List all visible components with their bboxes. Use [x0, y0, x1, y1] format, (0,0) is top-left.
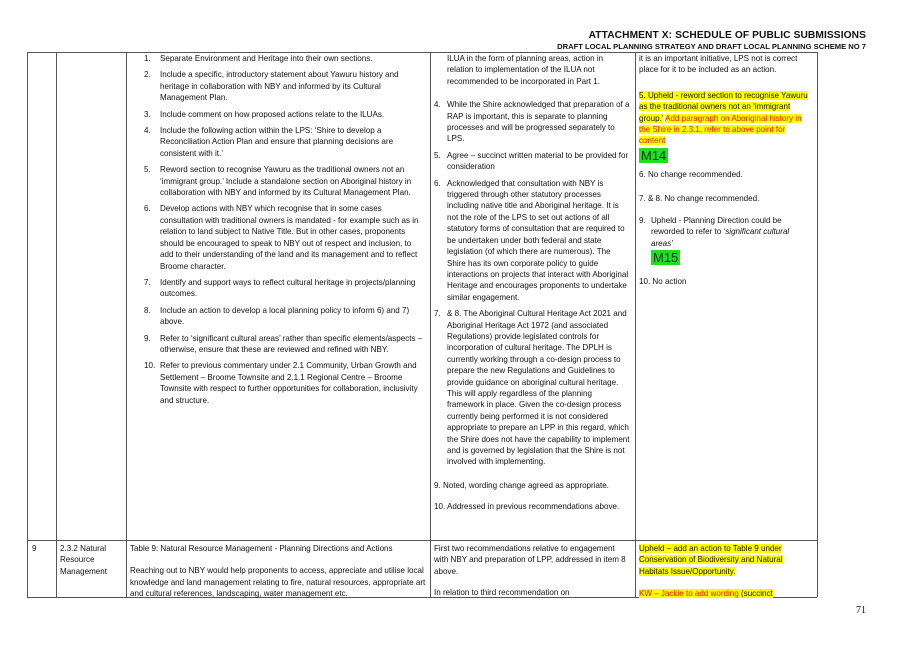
recommendation-cell [639, 543, 813, 600]
badge-m15: M15 [653, 250, 679, 266]
list-item: 2. Include a specific, introductory statement about Yawuru history and heritage in collaboration with NBY and informed by its Cultural Management Plan. [144, 70, 399, 103]
list-item: 1. Separate Environment and Heritage into their own sections. [144, 54, 373, 63]
recommendation-paragraph: 6. No change recommended. [639, 170, 743, 180]
submission-heading: Table 9: Natural Resource Management - Planning Directions and Actions [130, 544, 393, 553]
list-item: 3. Include comment on how proposed actions relate to the ILUAs. [144, 109, 385, 119]
badge-m14: M14 [641, 147, 667, 163]
list-item: 5. Reword section to recognise Yawuru as the traditional owners not an ‘immigrant group.’ Include a standalone section on Aboriginal history in collaboration with NBY and informed by its Cultural Management Plan. [144, 165, 412, 198]
response-cell [434, 543, 631, 599]
table-col-divider-3 [430, 52, 431, 597]
list-item: 7. Identify and support ways to reflect cultural heritage in projects/planning outcomes. [144, 277, 416, 299]
section-name: 2.3.2 Natural Resource Management [60, 544, 107, 576]
red-note: Add paragraph on Aboriginal history in the Shire in 2.3.1, refer to above point for content [639, 113, 802, 146]
table-row-divider [27, 540, 817, 541]
list-item: 6. Acknowledged that consultation with NBY is triggered through other statutory processes including native title and Aboriginal heritage. It is not the role of the LPS to set out actions of all statutory forms of consultation that are required to be undertaken under both federal and state legislation (of which there are numerous). The Shire has its own corporate policy to guide interactions on projects that interact with Aboriginal Heritage and encourages proponents to undertake similar engagement. [434, 178, 629, 302]
table-col-divider-4 [635, 52, 636, 597]
table-col-divider-2 [126, 52, 127, 597]
list-item: 7. & 8. The Aboriginal Cultural Heritage Act 2021 and Aboriginal Heritage Act 1972 (and associated Regulations) provide legislated controls for incorporation of cultural heritage. The DPLH is currently working through a co-design process to prepare the new Regulations and Guidelines to provide guidance on aboriginal cultural heritage. This will apply regardless of the planning framework in place. Given the co-design process currently being performed it is not considered appropriate to prepare an LPP in this regard, which the Shire does not have the capability to implement and is governed by legislation that the Shire is not involved with implementing. [434, 309, 630, 467]
response-paragraph: In relation to third recommendation on [434, 588, 570, 598]
list-item: 8. Include an action to develop a local planning policy to inform 6) and 7) above. [144, 305, 410, 327]
recommendation-paragraph: 9. Upheld - Planning Direction could be reworded to refer to ‘significant cultural areas’ [639, 216, 790, 248]
recommendation-note: KW – Jackie to add wording (succinct [639, 589, 773, 599]
submission-cell [144, 53, 426, 406]
document-subtitle: DRAFT LOCAL PLANNING STRATEGY AND DRAFT LOCAL PLANNING SCHEME NO 7 [557, 42, 866, 51]
response-paragraph: 10. Addressed in previous recommendations above. [434, 502, 620, 512]
response-paragraph: ILUA in the form of planning areas, action in relation to implementation of the ILUA not recommended to be incorporated in Part 1. [447, 54, 604, 86]
page-number: 71 [856, 605, 866, 616]
submission-list [144, 53, 426, 406]
list-item: 6. Develop actions with NBY which recognise that in some cases consultation with traditional owners is mandated - for example such as in relation to land subject to Native Title. But in other cases, proponents should be encouraged to speak to NBY out of respect and inclusion, to add to their understanding of the land and its management and to reflect Broome character. [144, 204, 419, 271]
recommendation-paragraph: 7. & 8. No change recommended. [639, 193, 760, 203]
submission-paragraph: Reaching out to NBY would help proponents to access, appreciate and utilise local knowledge and land management relating to fire, natural resources, appropriate art and cultural references, landscaping, water management etc. [130, 566, 426, 599]
list-item: 5. Agree – succinct written material to be provided for consideration [434, 150, 629, 172]
response-list [434, 99, 631, 468]
row-number: 9 [32, 544, 37, 553]
table-border-left [27, 52, 28, 597]
document-title: ATTACHMENT X: SCHEDULE OF PUBLIC SUBMISSIONS [588, 30, 866, 41]
response-paragraph: 9. Noted, wording change agreed as appropriate. [434, 480, 609, 490]
response-cell [434, 53, 631, 513]
recommendation-upheld: Upheld – add an action to Table 9 under Conservation of Biodiversity and Natural Habitats Issue/Opportunity. [639, 544, 783, 576]
list-item: 10. Refer to previous commentary under 2.1 Community, Urban Growth and Settlement – Broome Townsite and 2.1.1 Regional Centre – Broome Townsite with respect to further opportunities for collaboration, inclusivity and structure. [144, 361, 418, 405]
table-col-divider-1 [56, 52, 57, 597]
recommendation-paragraph: 10. No action [639, 276, 687, 286]
list-item: 9. Refer to ‘significant cultural areas’ rather than specific elements/aspects – otherwise, ensure that these are reviewed and refined with NBY. [144, 333, 423, 354]
list-item: 4. Include the following action within the LPS: ‘Shire to develop a Reconciliation Action Plan and ensure that planning decisions are consistent with it.’ [144, 126, 394, 158]
response-paragraph: First two recommendations relative to engagement with NBY and preparation of LPP, addressed in item 8 above. [434, 544, 626, 576]
recommendation-cell [639, 53, 813, 287]
table-border-right [817, 52, 818, 597]
list-item: 4. While the Shire acknowledged that preparation of a RAP is important, this is separate to planning processes and will be progressed separately to LPS. [434, 100, 630, 144]
submission-cell [130, 543, 428, 600]
recommendation-upheld-5: 5. Upheld - reword section to recognise Yawuru as the traditional owners not an ‘immigrant group.’ Add paragraph on Aboriginal history in the Shire in 2.3.1, refer to above point for content [639, 90, 808, 146]
recommendation-paragraph: it is an important initiative, LPS not is correct place for it to be included as an action. [639, 54, 798, 75]
